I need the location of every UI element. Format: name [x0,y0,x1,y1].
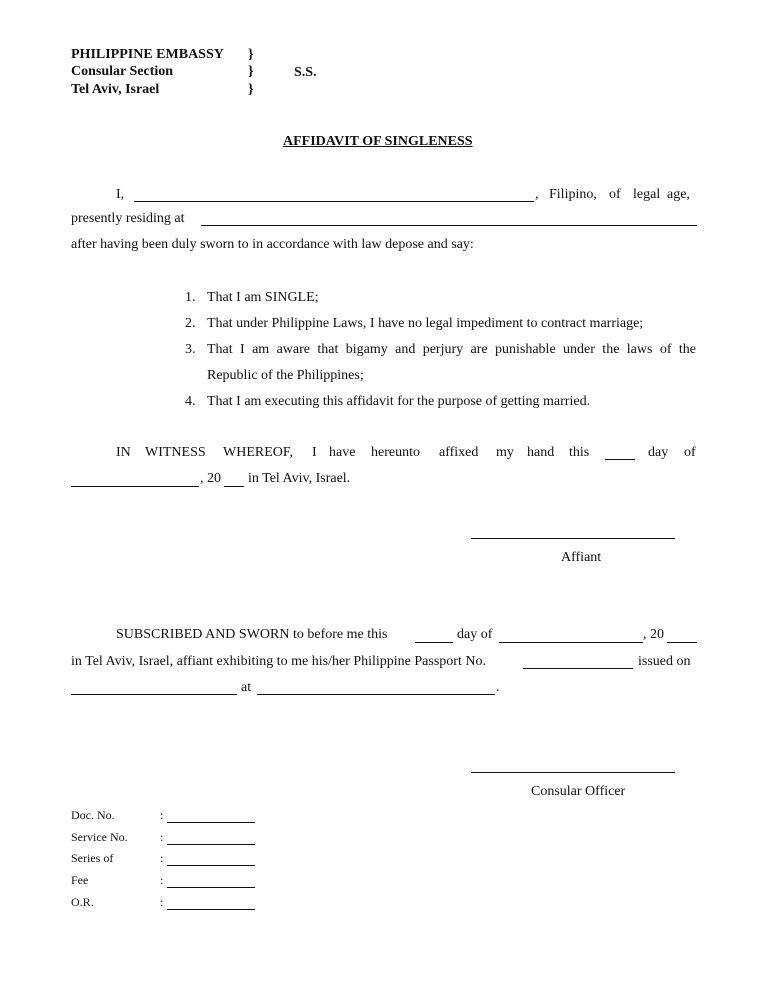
registry-fee-label: Fee [71,873,89,887]
witness-word-6: hereunto [371,445,420,460]
subscribed-month-blank[interactable] [499,642,643,643]
header-brace-1: } [248,47,254,62]
witness-month-blank[interactable] [71,486,199,487]
intro-residing: presently residing at [71,211,185,226]
header-brace-2: } [248,64,254,79]
item-3-number: 3. [185,342,196,357]
intro-filipino: Filipino, [549,187,597,202]
witness-word-1: IN [116,445,131,460]
document-title: AFFIDAVIT OF SINGLENESS [283,134,473,149]
subscribed-at: at [241,680,252,695]
registry-or-label: O.R. [71,895,94,909]
witness-word-10: this [569,445,590,460]
subscribed-year-prefix: , 20 [643,627,664,642]
affiant-signature-line[interactable] [471,538,675,539]
item-4-number: 4. [185,394,196,409]
witness-word-4: I [312,445,317,460]
subscribed-year-blank[interactable] [667,642,697,643]
item-2-text: That under Philippine Laws, I have no legal impediment to contract marriage; [207,316,644,331]
witness-day-blank[interactable] [605,459,635,460]
affiant-label: Affiant [561,550,602,565]
witness-year-prefix: , 20 [200,471,221,486]
subscribed-dayof: day of [457,627,493,642]
registry-doc-no-colon: : [160,808,164,822]
registry-doc-no-blank[interactable] [167,822,255,823]
registry-series-blank[interactable] [167,865,255,866]
officer-label: Consular Officer [531,784,626,799]
witness-word-3: WHEREOF, [223,445,294,460]
witness-word-12: of [684,445,696,460]
issue-date-blank[interactable] [71,694,237,695]
witness-word-11: day [648,445,669,460]
registry-series-label: Series of [71,851,114,865]
witness-word-8: my [496,445,514,460]
item-1-number: 1. [185,290,196,305]
registry-fee-blank[interactable] [167,887,255,888]
witness-word-5: have [329,445,356,460]
registry-or-colon: : [160,895,164,909]
header-embassy: PHILIPPINE EMBASSY [71,47,224,62]
item-1-text: That I am SINGLE; [207,290,319,305]
intro-legal: legal [633,187,661,202]
registry-doc-no-label: Doc. No. [71,808,115,822]
witness-word-9: hand [527,445,555,460]
intro-of: of [609,187,621,202]
address-blank[interactable] [201,225,697,226]
registry-service-no-colon: : [160,830,164,844]
issue-place-blank[interactable] [257,694,495,695]
intro-i: I, [116,187,125,202]
item-3-continued: Republic of the Philippines; [207,368,364,383]
subscribed-passport-text: in Tel Aviv, Israel, affiant exhibiting to me his/her Philippine Passport No. [71,654,486,669]
witness-year-blank[interactable] [224,486,244,487]
subscribed-day-blank[interactable] [415,642,453,643]
witness-word-2: WITNESS [145,445,206,460]
header-section: Consular Section [71,64,174,79]
intro-age: age, [667,187,690,202]
intro-sworn: after having been duly sworn to in accordance with law depose and say: [71,237,474,252]
witness-word-7: affixed [439,445,479,460]
item-3-text: That I am aware that bigamy and perjury are punishable under the laws of the [207,342,696,357]
subscribed-text: SUBSCRIBED AND SWORN to before me this [116,627,388,642]
witness-place: in Tel Aviv, Israel. [248,471,351,486]
item-2-number: 2. [185,316,196,331]
registry-service-no-blank[interactable] [167,844,255,845]
registry-or-blank[interactable] [167,909,255,910]
registry-fee-colon: : [160,873,164,887]
header-brace-3: } [248,82,254,97]
subscribed-issued-on: issued on [638,654,691,669]
passport-number-blank[interactable] [523,668,633,669]
subscribed-period: . [496,680,500,695]
registry-service-no-label: Service No. [71,830,128,844]
registry-series-colon: : [160,851,164,865]
item-4-text: That I am executing this affidavit for the purpose of getting married. [207,394,591,409]
header-ss: S.S. [294,65,317,80]
officer-signature-line[interactable] [471,772,675,773]
header-location: Tel Aviv, Israel [71,82,160,97]
name-blank[interactable] [134,201,534,202]
intro-comma: , [535,187,539,202]
